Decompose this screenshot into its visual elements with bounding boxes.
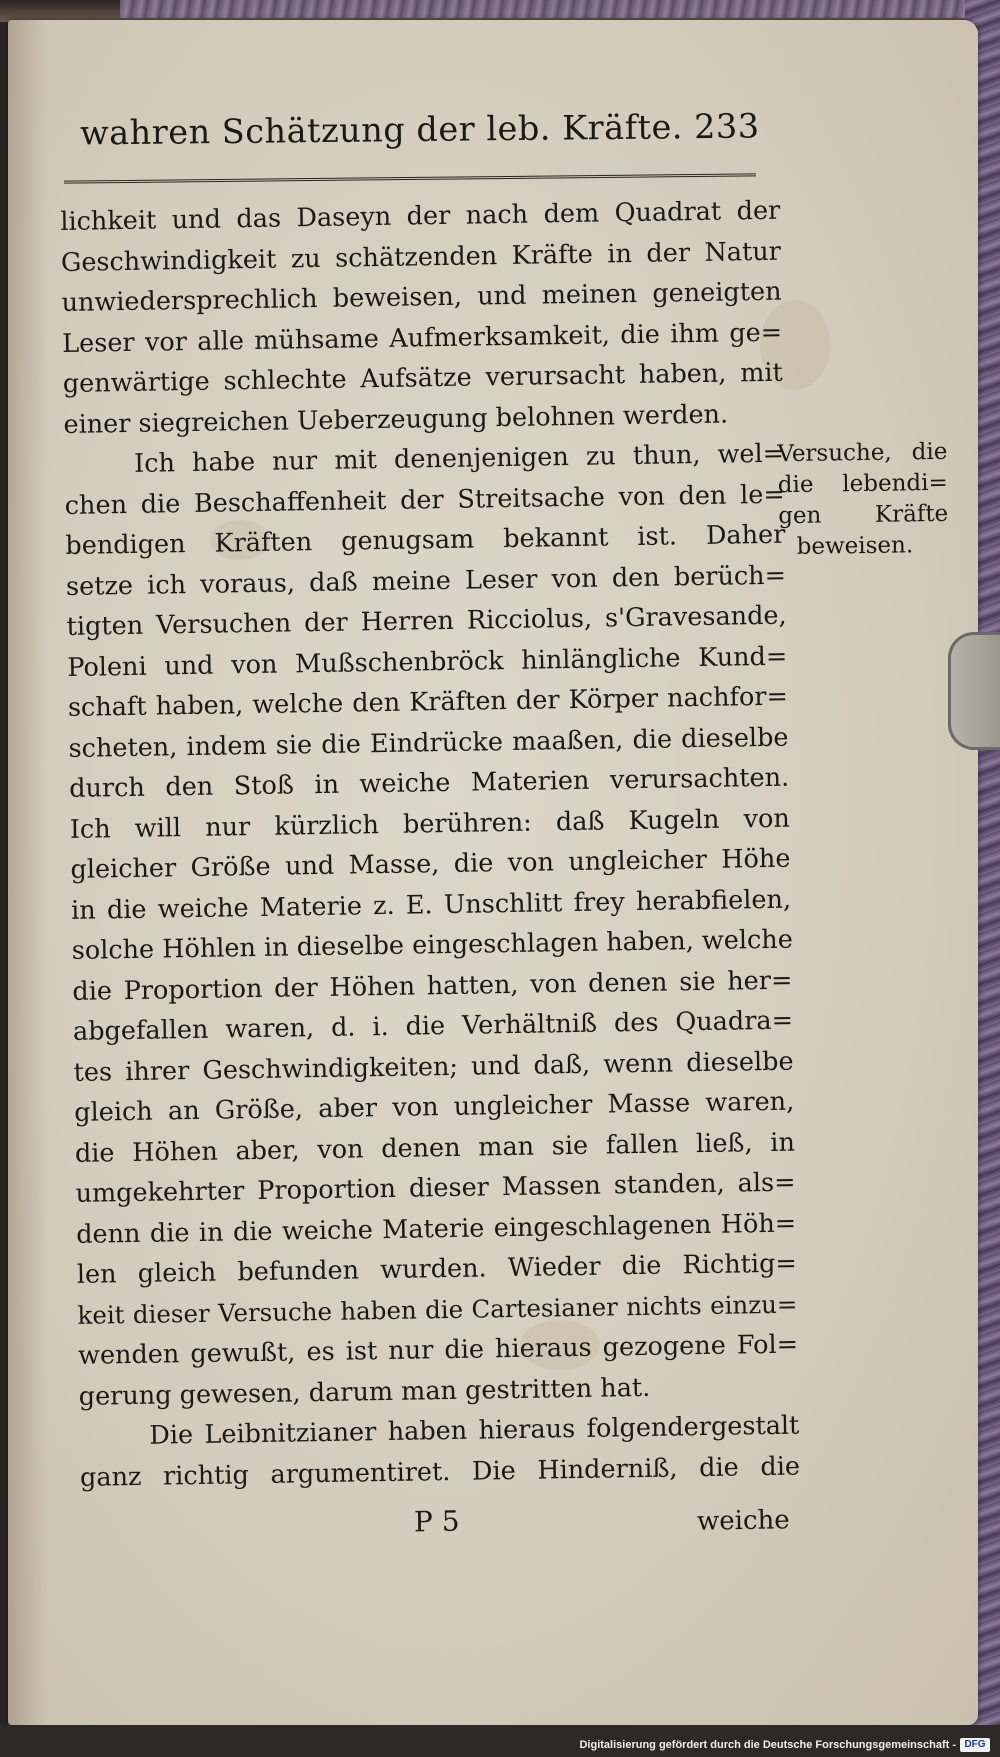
page-gutter-shadow [8,20,48,1725]
text-line: die Höhen aber, von denen man sie fallen ließ, in [74,1127,796,1169]
marginal-note-line: gen Kräfte [778,500,949,530]
catchword: weiche [696,1505,790,1537]
text-line: gleich an Größe, aber von ungleicher Masse waren, [74,1086,795,1128]
signature-mark: P 5 [413,1504,460,1539]
text-line: chen die Beschaffenheit der Streitsache von den le= [64,479,785,521]
running-head [80,106,760,152]
text-line: wenden gewußt, es ist nur die hieraus gezogene Fol= [77,1329,799,1371]
text-line: einer siegreichen Ueberzeugung belohnen werden. [63,399,729,440]
text-line: keit dieser Versuche haben die Cartesianer nichts einzu= [77,1289,798,1330]
dfg-logo-icon: DFG [960,1738,990,1752]
text-line: Ich will nur kürzlich berühren: daß Kugeln von [69,803,791,845]
text-line: Geschwindigkeit zu schätzenden Kräfte in der Natur [60,236,782,278]
marginal-note [777,437,949,563]
page-number: 233 [693,106,760,147]
text-line: ganz richtig argumentiret. Die Hinderniß, die die [79,1451,801,1493]
text-line: Poleni und von Mußschenbröck hinlängliche Kund= [67,641,788,683]
marginal-note-line: die lebendi= [777,469,948,499]
text-line: durch den Stoß in weiche Materien verursachten. [68,762,790,804]
text-line: tigten Versuchen der Herren Ricciolus, s'Gravesande, [66,600,787,642]
text-line: bendigen Kräften genugsam bekannt ist. Daher [65,519,786,561]
body-text [60,191,800,1498]
book-clasp [948,632,1000,750]
text-line: len gleich befunden wurden. Wieder die Richtig= [76,1248,798,1290]
footer-credit: Digitalisierung gefördert durch die Deutsche Forschungsgemeinschaft - [579,1739,956,1751]
text-line: Ich habe nur mit denenjenigen zu thun, wel= [133,438,785,479]
text-line: die Proportion der Höhen hatten, von denen sie her= [72,965,793,1007]
text-line: unwiedersprechlich beweisen, und meinen geneigten [61,276,782,318]
text-line: schaft haben, welche den Kräften der Körper nachfor= [67,681,789,723]
text-line: setze ich voraus, daß meine Leser von den berüch= [65,560,787,602]
text-line: Die Leibnitzianer haben hieraus folgendergestalt [149,1410,800,1451]
text-line: solche Höhlen in dieselbe eingeschlagen haben, welche [71,924,794,966]
text-line: in die weiche Materie z. E. Unschlitt frey herabfielen, [70,884,792,926]
text-line: denn die in die weiche Materie eingeschlagenen Höh= [75,1208,797,1250]
text-line: umgekehrter Proportion dieser Massen standen, als= [75,1167,796,1209]
text-line: abgefallen waren, d. i. die Verhältniß des Quadra= [72,1005,794,1047]
text-line: lichkeit und das Daseyn der nach dem Quadrat der [60,195,781,237]
marginal-note-line: Versuche, die [777,438,948,468]
running-head-title: wahren Schätzung der leb. Kräfte. [79,107,684,153]
text-line: gleicher Größe und Masse, die von ungleicher Höhe [70,843,791,885]
text-line: gerung gewesen, darum man gestritten hat. [78,1372,651,1412]
text-line: Leser vor alle mühsame Aufmerksamkeit, die ihm ge= [61,317,783,359]
marbled-cover-top [120,0,1000,18]
text-line: tes ihrer Geschwindigkeiten; und daß, wenn dieselbe [73,1046,794,1088]
marginal-note-line: beweisen. [796,532,914,560]
text-line: genwärtige schlechte Aufsätze verursacht haben, mit [62,357,784,399]
text-line: scheten, indem sie die Eindrücke maaßen, die dieselbe [68,722,789,764]
